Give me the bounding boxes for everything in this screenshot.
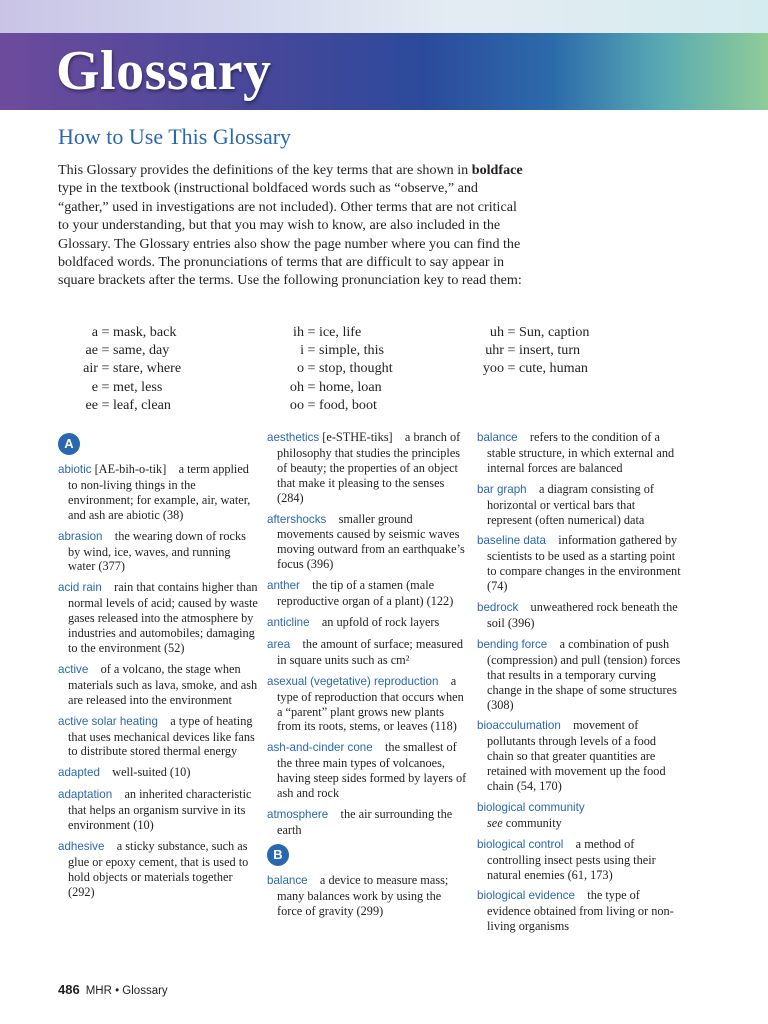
glossary-entry [267, 578, 467, 609]
glossary-definition: the tip of a stamen (male reproductive organ of a plant) (122) [277, 578, 454, 609]
intro-text-end: type in the textbook (instructional boldfaced words such as “observe,” and “gather,” used in investigations are not included). Other terms that are not critical to your understanding, but that you may wish to know, are also included in the Glossary. The Glossary entries also show the page number where you can find the boldfaced words. The pronunciations of terms that are difficult to say appear in square brackets after the terms. Use the following pronunciation key to read them: [58, 180, 522, 289]
glossary-definition: rain that contains higher than normal levels of acid; caused by waste gases released into the atmosphere by industries and automobiles; damaging to the environment (52) [68, 580, 258, 655]
glossary-definition: well-suited (10) [99, 765, 191, 780]
glossary-term[interactable]: biological evidence [477, 889, 575, 903]
intro-text-start: This Glossary provides the definitions of the key terms that are shown in [58, 162, 472, 178]
glossary-term[interactable]: adapted [58, 766, 100, 780]
pronunciation-key-column-2 [262, 323, 422, 414]
section-letter-badge: B [267, 844, 289, 866]
glossary-definition: the type of evidence obtained from living or non-living organisms [487, 888, 674, 934]
page-title: Glossary [56, 40, 272, 102]
pronunciation-row: i = simple, this [300, 342, 384, 359]
glossary-definition: a sticky substance, such as glue or epoxy cement, that is used to hold objects or materials together (292) [68, 838, 249, 899]
pronunciation-row: yoo = cute, human [482, 360, 588, 377]
glossary-term[interactable]: abrasion [58, 529, 103, 543]
footer-label: MHR • Glossary [85, 985, 168, 997]
pronunciation-row: a = mask, back [91, 324, 177, 340]
glossary-entry [267, 740, 467, 801]
glossary-definition: an upfold of rock layers [309, 614, 440, 629]
glossary-entry [267, 512, 467, 573]
glossary-entry [58, 662, 258, 708]
glossary-term[interactable]: bioacculumation [477, 719, 561, 733]
glossary-entry [477, 637, 682, 713]
glossary-term[interactable]: abiotic [58, 463, 92, 476]
glossary-entry [58, 529, 258, 575]
glossary-entry [267, 807, 467, 838]
glossary-definition: movement of pollutants through levels of a food chain so that greater quantities are retained with movement up the food chain (54, 170) [487, 718, 666, 794]
glossary-definition: refers to the condition of a stable structure, in which external and internal forces are balanced [487, 430, 675, 475]
glossary-entry [477, 718, 682, 794]
pronunciation-row: uhr = insert, turn [485, 342, 581, 359]
glossary-term[interactable]: aesthetics [267, 431, 320, 444]
intro-bold-word: boldface [471, 162, 523, 178]
glossary-definition: [AE-bih-o-tik] a term applied to non-living things in the environment; for example, air, water, and ash are abiotic (38) [68, 462, 251, 522]
glossary-entry [58, 462, 258, 523]
pronunciation-row: uh = Sun, caption [489, 324, 590, 340]
glossary-term[interactable]: adhesive [58, 839, 105, 853]
glossary-term[interactable]: atmosphere [267, 807, 329, 821]
glossary-entry [477, 533, 682, 594]
top-color-strip [0, 0, 768, 33]
glossary-entry [267, 873, 467, 919]
glossary-term[interactable]: balance [477, 431, 518, 444]
glossary-definition: a type of reproduction that occurs when a “parent” plant grows new plants from its roots, stems, or leaves (118) [277, 673, 464, 734]
glossary-term[interactable]: ash-and-cinder cone [267, 741, 373, 755]
glossary-entry [477, 888, 682, 934]
glossary-term[interactable]: area [267, 637, 291, 651]
glossary-term[interactable]: aftershocks [267, 512, 327, 526]
page-number: 486 [58, 982, 80, 997]
glossary-definition: an inherited characteristic that helps an organism survive in its environment (10) [68, 787, 252, 833]
glossary-definition: a method of controlling insect pests using their natural enemies (61, 173) [487, 836, 656, 882]
pronunciation-row: ee = leaf, clean [85, 396, 171, 413]
glossary-entry [267, 615, 467, 631]
glossary-term[interactable]: biological community [477, 800, 585, 814]
glossary-term[interactable]: biological control [477, 837, 564, 851]
pronunciation-row: oh = home, loan [289, 378, 382, 395]
glossary-definition: information gathered by scientists to be used as a starting point to compare changes in the environment (74) [487, 533, 681, 594]
glossary-definition: a diagram consisting of horizontal or vertical bars that represent (often numerical) data [487, 481, 655, 527]
glossary-definition: [e-STHE-tiks] a branch of philosophy that studies the principles of beauty; the properties of an object that make it pleasing to the senses (284) [277, 430, 461, 505]
intro-paragraph [58, 161, 528, 290]
see-reference-label: see [487, 815, 503, 830]
glossary-entry [477, 837, 682, 883]
glossary-column-1 [58, 430, 258, 906]
section-heading: How to Use This Glossary [58, 124, 292, 149]
glossary-entry [58, 714, 258, 760]
glossary-definition: the amount of surface; measured in square units such as cm² [277, 636, 463, 667]
glossary-definition: the wearing down of rocks by wind, ice, waves, and running water (377) [68, 528, 246, 574]
glossary-term[interactable]: anther [267, 579, 300, 593]
glossary-term[interactable]: anticline [267, 615, 310, 629]
pronunciation-row: ae = same, day [85, 342, 170, 359]
glossary-definition: a type of heating that uses mechanical devices like fans to distribute stored thermal energy [68, 713, 255, 759]
glossary-term[interactable]: bedrock [477, 601, 519, 615]
glossary-term[interactable]: active [58, 662, 89, 676]
glossary-definition: the air surrounding the earth [277, 806, 453, 837]
glossary-term[interactable]: asexual (vegetative) reproduction [267, 674, 439, 688]
pronunciation-row: e = met, less [91, 378, 163, 395]
pronunciation-row: o = stop, thought [296, 360, 393, 377]
title-banner [0, 33, 768, 110]
glossary-entry [267, 674, 467, 735]
pronunciation-key-column-3 [470, 323, 630, 378]
glossary-entry [58, 839, 258, 900]
see-reference-term[interactable]: community [502, 815, 562, 830]
glossary-term[interactable]: bending force [477, 637, 548, 651]
glossary-definition: smaller ground movements caused by seismic waves moving outward from an earthquake’s focus (396) [277, 511, 465, 572]
glossary-term[interactable]: balance [267, 873, 308, 887]
pronunciation-row: ih = ice, life [293, 324, 362, 340]
glossary-definition: a combination of push (compression) and pull (tension) forces that results in a temporary curving change in the shape of some structures (308) [487, 636, 681, 712]
glossary-term[interactable]: bar graph [477, 482, 527, 496]
glossary-entry [477, 430, 682, 476]
glossary-definition: the smallest of the three main types of volcanoes, having steep sides formed by layers of ash and rock [277, 740, 467, 801]
glossary-entry [267, 430, 467, 506]
glossary-entry [58, 787, 258, 833]
glossary-term[interactable]: acid rain [58, 581, 102, 595]
glossary-definition: of a volcano, the stage when materials such as lava, smoke, and ash are released into the environment [68, 661, 258, 707]
glossary-entry [477, 482, 682, 528]
glossary-entry [58, 580, 258, 656]
glossary-term[interactable]: adaptation [58, 788, 113, 802]
glossary-column-2 [267, 430, 467, 924]
glossary-entry [267, 637, 467, 668]
glossary-term[interactable]: baseline data [477, 534, 546, 548]
glossary-entry [477, 800, 682, 831]
glossary-entry [477, 600, 682, 631]
glossary-definition: a device to measure mass; many balances work by using the force of gravity (299) [277, 872, 449, 918]
page-footer [58, 982, 168, 998]
glossary-entry [58, 765, 258, 781]
pronunciation-row: air = stare, where [83, 360, 182, 377]
glossary-definition: unweathered rock beneath the soil (396) [487, 600, 678, 630]
glossary-column-3 [477, 430, 682, 940]
glossary-term[interactable]: active solar heating [58, 714, 158, 728]
pronunciation-row: oo = food, boot [289, 396, 377, 413]
section-letter-badge: A [58, 433, 80, 455]
pronunciation-key-column-1 [58, 323, 218, 414]
